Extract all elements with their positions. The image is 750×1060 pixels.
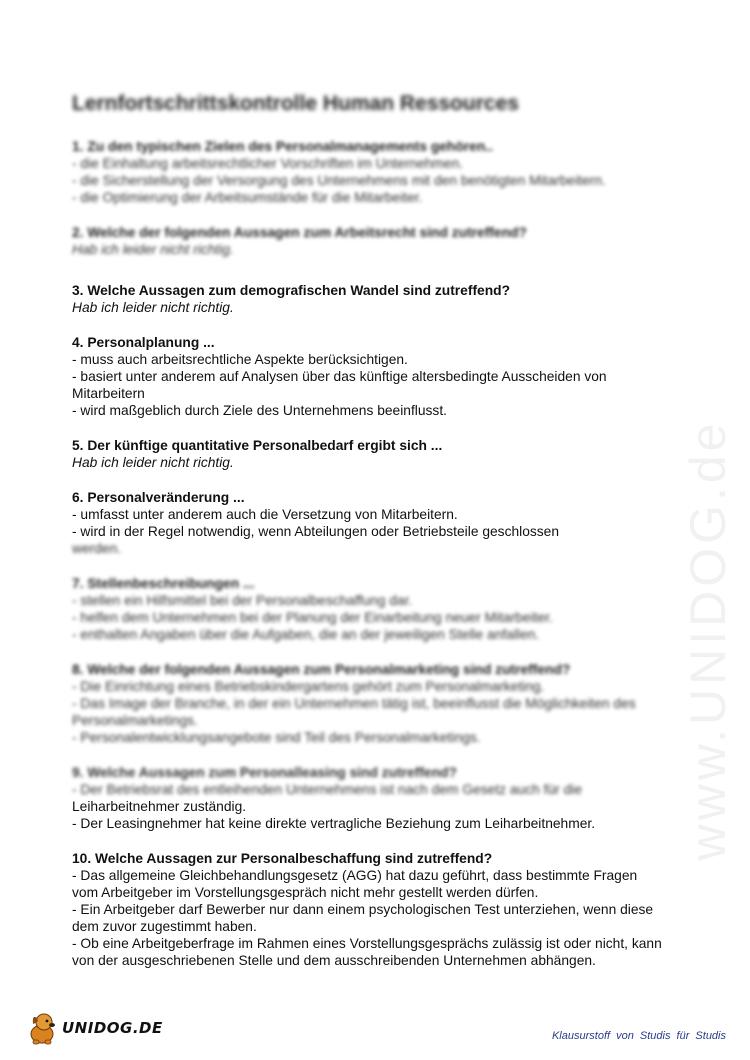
answer-line: - stellen ein Hilfsmittel bei der Personalbeschaffung dar.	[72, 593, 413, 608]
dog-icon	[26, 1010, 60, 1046]
answer-line-blurred: werden.	[72, 541, 122, 556]
question-6	[72, 489, 664, 557]
answer-line: - Das allgemeine Gleichbehandlungsgesetz (AGG) hat dazu geführt, dass bestimmte Fragen vom Arbeitgeber im Vorstellungsgespräch nicht mehr gestellt werden dürfen.	[72, 868, 638, 900]
question-title: 5. Der künftige quantitative Personalbedarf ergibt sich ...	[72, 438, 443, 453]
answer-line: - Die Einrichtung eines Betriebskindergartens gehört zum Personalmarketing.	[72, 679, 545, 694]
question-title: 10. Welche Aussagen zur Personalbeschaffung sind zutreffend?	[72, 851, 493, 866]
unidog-logo[interactable]	[26, 1010, 163, 1046]
question-3	[72, 282, 664, 316]
question-title: 4. Personalplanung ...	[72, 335, 215, 350]
logo-text: UNIDOG.DE	[62, 1019, 163, 1037]
question-4	[72, 334, 664, 419]
document-content	[72, 138, 664, 987]
answer-line: - wird in der Regel notwendig, wenn Abteilungen oder Betriebsteile geschlossen	[72, 524, 560, 539]
question-title: 3. Welche Aussagen zum demografischen Wandel sind zutreffend?	[72, 283, 510, 298]
question-title: 7. Stellenbeschreibungen ...	[72, 576, 255, 591]
question-1	[72, 138, 664, 206]
question-title: 8. Welche der folgenden Aussagen zum Personalmarketing sind zutreffend?	[72, 662, 571, 677]
question-5	[72, 437, 664, 471]
answer-line-blurred: - Der Betriebsrat des entleihenden Unternehmens ist nach dem Gesetz auch für die	[72, 782, 582, 797]
answer-line: - die Einhaltung arbeitsrechtlicher Vorschriften im Unternehmen.	[72, 156, 464, 171]
answer-line: Leiharbeitnehmer zuständig.	[72, 799, 247, 814]
answer-line: - muss auch arbeitsrechtliche Aspekte berücksichtigen.	[72, 352, 408, 367]
answer-line: - wird maßgeblich durch Ziele des Unternehmens beeinflusst.	[72, 403, 447, 418]
watermark: www.UNIDOG.de	[680, 419, 736, 861]
answer-line: - umfasst unter anderem auch die Versetzung von Mitarbeitern.	[72, 507, 458, 522]
answer-note: Hab ich leider nicht richtig.	[72, 300, 234, 315]
answer-line: - Ob eine Arbeitgeberfrage im Rahmen eines Vorstellungsgesprächs zulässig ist oder nicht, kann von der ausgeschriebenen Stelle und dem ausschreibenden Unternehmen abhängen.	[72, 936, 662, 968]
question-title: 6. Personalveränderung ...	[72, 490, 245, 505]
answer-line: - Der Leasingnehmer hat keine direkte vertragliche Beziehung zum Leiharbeitnehmer.	[72, 816, 596, 831]
answer-line: - Personalentwicklungsangebote sind Teil des Personalmarketings.	[72, 730, 481, 745]
answer-line: - helfen dem Unternehmen bei der Planung der Einarbeitung neuer Mitarbeiter.	[72, 610, 553, 625]
answer-line: - enthalten Angaben über die Aufgaben, die an der jeweiligen Stelle anfallen.	[72, 627, 540, 642]
answer-note: Hab ich leider nicht richtig.	[72, 455, 234, 470]
question-9	[72, 764, 664, 832]
document-title: Lernfortschrittskontrolle Human Ressources	[72, 92, 519, 115]
question-title: 9. Welche Aussagen zum Personalleasing sind zutreffend?	[72, 765, 457, 780]
footer-slogan: Klausurstoff von Studis für Studis	[551, 1030, 726, 1042]
question-8	[72, 661, 664, 746]
answer-line: - Das Image der Branche, in der ein Unternehmen tätig ist, beeinflusst die Möglichkeiten des Personalmarketings.	[72, 696, 636, 728]
answer-line: - basiert unter anderem auf Analysen über das künftige altersbedingte Ausscheiden von Mitarbeitern	[72, 369, 607, 401]
answer-line: - die Optimierung der Arbeitsumstände für die Mitarbeiter.	[72, 190, 423, 205]
question-title: 1. Zu den typischen Zielen des Personalmanagements gehören..	[72, 139, 493, 154]
answer-line: - die Sicherstellung der Versorgung des Unternehmens mit den benötigten Mitarbeitern.	[72, 173, 606, 188]
question-title: 2. Welche der folgenden Aussagen zum Arbeitsrecht sind zutreffend?	[72, 225, 527, 240]
answer-note: Hab ich leider nicht richtig.	[72, 242, 234, 257]
question-10	[72, 850, 664, 969]
question-2	[72, 224, 664, 258]
answer-line: - Ein Arbeitgeber darf Bewerber nur dann einem psychologischen Test unterziehen, wenn diese dem zuvor zugestimmt haben.	[72, 902, 654, 934]
question-7	[72, 575, 664, 643]
